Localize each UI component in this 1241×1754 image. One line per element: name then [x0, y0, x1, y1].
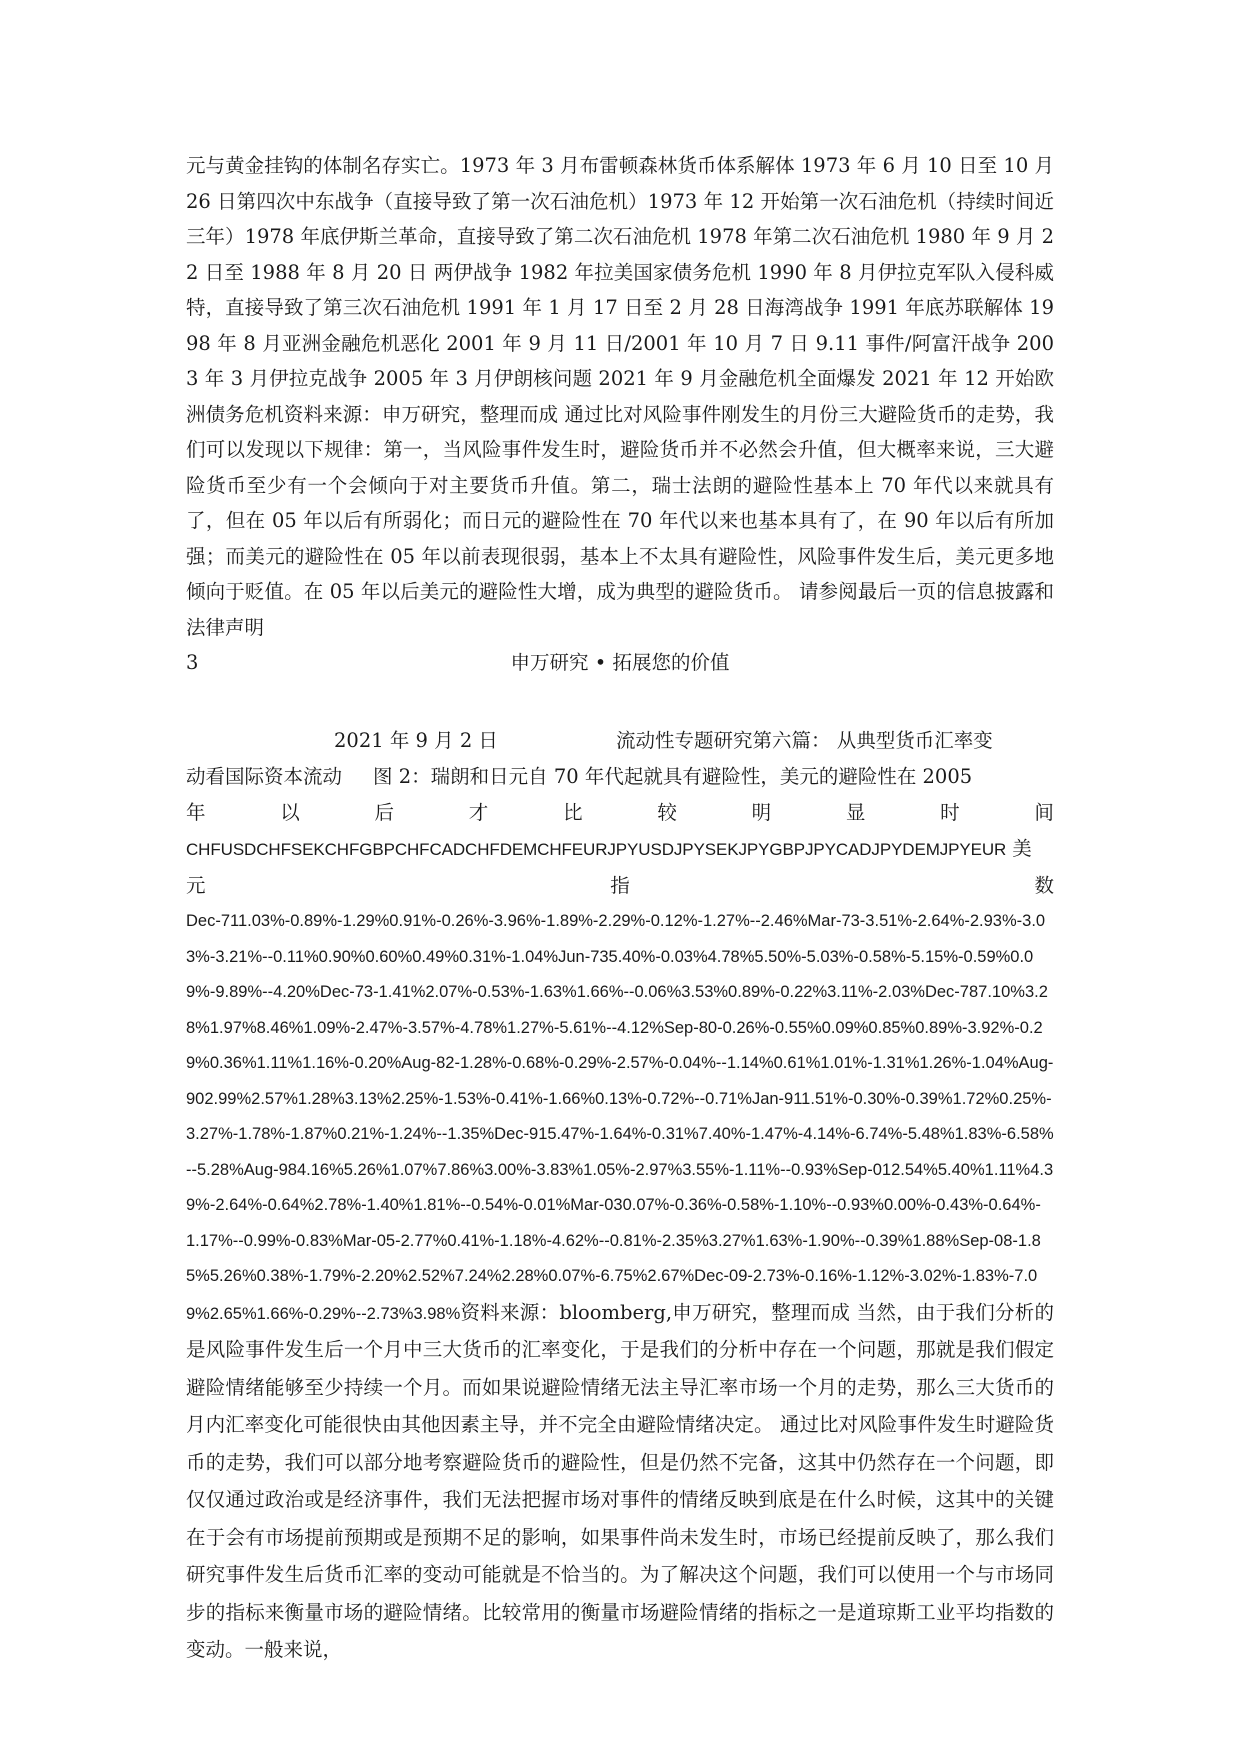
unit-char: 指: [610, 874, 630, 897]
data-source: 资料来源：bloomberg,申万研究，整理而成: [460, 1300, 857, 1324]
page-footer: [186, 645, 1054, 681]
caption-char: 比: [563, 801, 583, 824]
caption-char: 年: [186, 801, 206, 824]
figure-data-text: [186, 904, 1054, 1670]
page-break: [186, 681, 1054, 723]
figure-caption: 图 2：瑞朗和日元自 70 年代起就具有避险性，美元的避险性在 2005: [373, 765, 973, 788]
caption-char: 后: [374, 801, 395, 824]
unit-label-line: [186, 868, 1054, 904]
caption-char: 间: [1034, 801, 1054, 824]
figure-caption-continued: [186, 795, 1054, 831]
footer-slogan: 申万研究 • 拓展您的价值: [510, 651, 730, 674]
top-paragraph: 元与黄金挂钩的体制名存实亡。1973 年 3 月布雷顿森林货币体系解体 1973 年 6 月 10 日至 10 月 26 日第四次中东战争（直接导致了第一次石油危机）1973 年 12 开始第一次石油危机（持续时间近三年）1978 年底伊斯兰革命，直接导致了第二次石油危机 1978 年第二次石油危机 1980 年 9 月 22 日至 1988 年 8 月 20 日 两伊战争 1982 年拉美国家债务危机 1990 年 8 月伊拉克军队入侵科威特，直接导致了第三次石油危机 1991 年 1 月 17 日至 2 月 28 日海湾战争 1991 年底苏联解体 1998 年 8 月亚洲金融危机恶化 2001 年 9 月 11 日/2001 年 10 月 7 日 9.11 事件/阿富汗战争 2003 年 3 月伊拉克战争 2005 年 3 月伊朗核问题 2021 年 9 月金融危机全面爆发 2021 年 12 开始欧洲债务危机资料来源：申万研究，整理而成 通过比对风险事件刚发生的月份三大避险货币的走势，我们可以发现以下规律：第一，当风险事件发生时，避险货币并不必然会升值，但大概率来说，三大避险货币至少有一个会倾向于对主要货币升值。第二，瑞士法朗的避险性基本上 70 年代以来就具有了，但在 05 年以后有所弱化；而日元的避险性在 70 年代以来也基本具有了，在 90 年以后有所加强；而美元的避险性在 05 年以前表现很弱，基本上不太具有避险性，风险事件发生后，美元更多地倾向于贬值。在 05 年以后美元的避险性大增，成为典型的避险货币。 请参阅最后一页的信息披露和法律声明: [186, 154, 1054, 639]
caption-char: 显: [845, 801, 866, 824]
page-number: 3: [186, 651, 199, 674]
header-title-part1: 流动性专题研究第六篇： 从典型货币汇率变: [616, 729, 993, 752]
caption-char: 以: [280, 801, 300, 824]
unit-char: 元: [186, 874, 206, 897]
document-page: [186, 148, 1054, 1670]
series-labels: CHFUSDCHFSEKCHFGBPCHFCADCHFDEMCHFEURJPYUSDJPYSEKJPYGBPJPYCADJPYDEMJPYEUR: [186, 840, 1007, 859]
caption-char: 较: [657, 801, 677, 824]
figure-caption-line: [186, 759, 1054, 795]
bottom-paragraph: 当然，由于我们分析的是风险事件发生后一个月中三大货币的汇率变化，于是我们的分析中存在一个问题，那就是我们假定避险情绪能够至少持续一个月。而如果说避险情绪无法主导汇率市场一个月的走势，那么三大货币的月内汇率变化可能很快由其他因素主导，并不完全由避险情绪决定。 通过比对风险事件发生时避险货币的走势，我们可以部分地考察避险货币的避险性，但是仍然不完备，这其中仍然存在一个问题，即仅仅通过政治或是经济事件，我们无法把握市场对事件的情绪反映到底是在什么时候，这其中的关键在于会有市场提前预期或是预期不足的影响，如果事件尚未发生时，市场已经提前反映了，那么我们研究事件发生后货币汇率的变动可能就是不恰当的。为了解决这个问题，我们可以使用一个与市场同步的指标来衡量市场的避险情绪。比较常用的衡量市场避险情绪的指标之一是道琼斯工业平均指数的变动。一般来说，: [186, 1300, 1054, 1661]
page-header: [186, 723, 1054, 759]
header-title-part2: 动看国际资本流动: [186, 765, 343, 788]
unit-label-start: 美: [1012, 837, 1032, 860]
series-labels-line: [186, 831, 1054, 868]
caption-char: 时: [940, 801, 960, 824]
unit-char: 数: [1034, 874, 1054, 897]
caption-char: 才: [468, 801, 489, 824]
caption-char: 明: [751, 801, 772, 824]
data-values: Dec-711.03%-0.89%-1.29%0.91%-0.26%-3.96%-1.89%-2.29%-0.12%-1.27%--2.46%Mar-73-3.51%-2.64%-2.93%-3.03%-3.21%--0.11%0.90%0.60%0.49%0.31%-1.04%Jun-735.40%-0.03%4.78%5.50%-5.03%-0.58%-5.15%-0.59%0.09%-9.89%--4.20%Dec-73-1.41%2.07%-0.53%-1.63%1.66%--0.06%3.53%0.89%-0.22%3.11%-2.03%Dec-787.10%3.28%1.97%8.46%1.09%-2.47%-3.57%-4.78%1.27%-5.61%--4.12%Sep-80-0.26%-0.55%0.09%0.85%0.89%-3.92%-0.29%0.36%1.11%1.16%-0.20%Aug-82-1.28%-0.68%-0.29%-2.57%-0.04%--1.14%0.61%1.01%-1.31%1.26%-1.04%Aug-902.99%2.57%1.28%3.13%2.25%-1.53%-0.41%-1.66%0.13%-0.72%--0.71%Jan-911.51%-0.30%-0.39%1.72%0.25%-3.27%-1.78%-1.87%0.21%-1.24%--1.35%Dec-915.47%-1.64%-0.31%7.40%-1.47%-4.14%-6.74%-5.48%1.83%-6.58%--5.28%Aug-984.16%5.26%1.07%7.86%3.00%-3.83%1.05%-2.97%3.55%-1.11%--0.93%Sep-012.54%5.40%1.11%4.39%-2.64%-0.64%2.78%-1.40%1.81%--0.54%-0.01%Mar-030.07%-0.36%-0.58%-1.10%--0.93%0.00%-0.43%-0.64%-1.17%--0.99%-0.83%Mar-05-2.77%0.41%-1.18%-4.62%--0.81%-2.35%3.27%1.63%-1.90%--0.39%1.88%Sep-08-1.85%5.26%0.38%-1.79%-2.20%2.52%7.24%2.28%0.07%-6.75%2.67%Dec-09-2.73%-0.16%-1.12%-3.02%-1.83%-7.09%2.65%1.66%-0.29%--2.73%3.98%: [186, 912, 1054, 1323]
header-date: 2021 年 9 月 2 日: [334, 729, 498, 752]
